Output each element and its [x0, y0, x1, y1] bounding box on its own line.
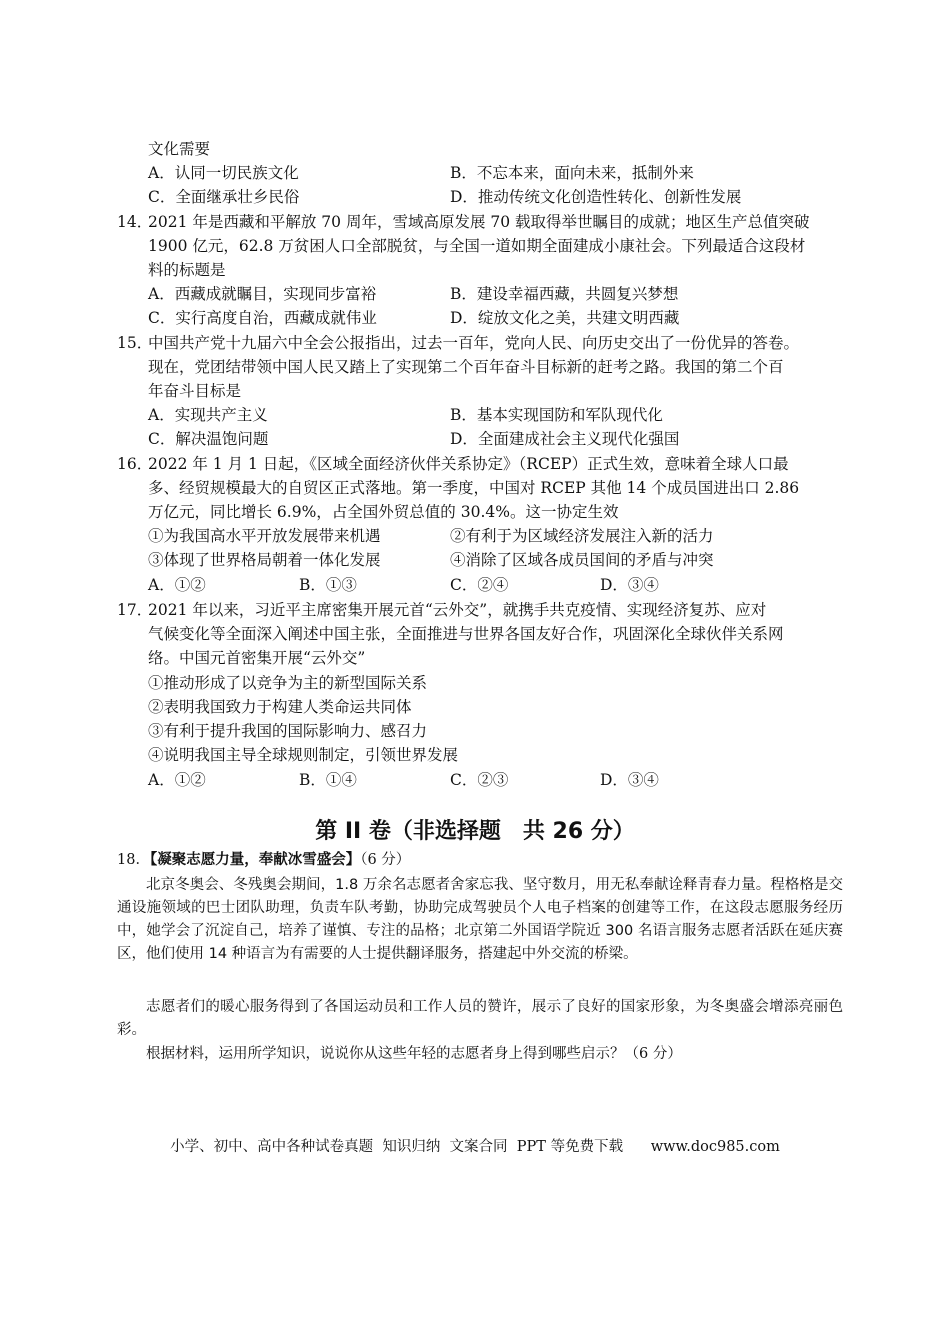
q13-option-b: B．不忘本来，面向未来，抵制外来 [450, 164, 694, 182]
q13-option-c: C．全面继承壮乡民俗 [148, 188, 300, 206]
q16-stem-line: 万亿元，同比增长 6.9%，占全国外贸总值的 30.4%。这一协定生效 [148, 503, 619, 521]
q17-item-3: ③有利于提升我国的国际影响力、感召力 [148, 722, 428, 740]
q15-option-b: B．基本实现国防和军队现代化 [450, 406, 663, 424]
q15-option-a: A．实现共产主义 [148, 406, 268, 424]
q17-item-1: ①推动形成了以竞争为主的新型国际关系 [148, 674, 428, 692]
q13-stem-tail: 文化需要 [148, 140, 211, 158]
q14-number: 14． [117, 213, 153, 231]
q16-item-4: ④消除了区域各成员国间的矛盾与冲突 [450, 551, 714, 569]
q18-material-paragraph: 志愿者们的暖心服务得到了各国运动员和工作人员的赞许，展示了良好的国家形象，为冬奥盛会增添亮丽色彩。 [117, 999, 843, 1038]
q15-option-d: D．全面建成社会主义现代化强国 [450, 430, 680, 448]
q13-option-d: D．推动传统文化创造性转化、创新性发展 [450, 188, 742, 206]
q16-stem-line: 多、经贸规模最大的自贸区正式落地。第一季度，中国对 RCEP 其他 14 个成员国进出口 2.86 [148, 479, 800, 497]
q17-item-4: ④说明我国主导全球规则制定，引领世界发展 [148, 746, 459, 764]
q18-score: （6 分） [360, 852, 411, 868]
q16-item-1: ①为我国高水平开放发展带来机遇 [148, 527, 381, 545]
q16-stem-line: 2022 年 1 月 1 日起，《区域全面经济伙伴关系协定》（RCEP）正式生效，意味着全球人口最 [148, 455, 789, 473]
q14-option-d: D．绽放文化之美，共建文明西藏 [450, 309, 680, 327]
q16-number: 16． [117, 455, 153, 473]
q18-material-paragraph: 北京冬奥会、冬残奥会期间，1.8 万余名志愿者舍家忘我、坚守数月，用无私奉献诠释青春力量。程格格是交通设施领域的巴士团队助理，负责车队考勤，协助完成驾驶员个人电子档案的创建等工作，在这段志愿服务经历中，她学会了沉淀自己，培养了谨慎、专注的品格；北京第二外国语学院近 300 名语言服务志愿者活跃在延庆赛区，他们使用 14 种语言为有需要的人士提供翻译服务，搭建起中外交流的桥梁。 [117, 877, 843, 962]
q18-title-line [117, 851, 410, 870]
q14-stem-line: 1900 亿元，62.8 万贫困人口全部脱贫，与全国一道如期全面建成小康社会。下列最适合这段材 [148, 237, 806, 255]
q17-stem-line: 络。中国元首密集开展“云外交” [148, 649, 366, 667]
q14-stem-line: 料的标题是 [148, 261, 226, 279]
q16-option-b: B．①③ [299, 576, 357, 594]
q16-item-2: ②有利于为区域经济发展注入新的活力 [450, 527, 714, 545]
q15-stem-line: 中国共产党十九届六中全会公报指出，过去一百年，党向人民、向历史交出了一份优异的答卷。 [148, 334, 800, 352]
q14-option-b: B．建设幸福西藏，共圆复兴梦想 [450, 285, 679, 303]
q17-option-d: D．③④ [600, 771, 659, 789]
q15-stem-line: 现在，党团结带领中国人民又踏上了实现第二个百年奋斗目标新的赶考之路。我国的第二个百 [148, 358, 784, 376]
q18-title: 【凝聚志愿力量，奉献冰雪盛会】 [149, 852, 361, 868]
page-footer: 小学、初中、高中各种试卷真题 知识归纳 文案合同 PPT 等免费下载 www.doc985.com [170, 1139, 780, 1155]
q17-stem-line: 气候变化等全面深入阐述中国主张，全面推进与世界各国友好合作，巩固深化全球伙伴关系网 [148, 625, 784, 643]
q16-option-d: D．③④ [600, 576, 659, 594]
q16-option-a: A．①② [148, 576, 206, 594]
q13-option-a: A．认同一切民族文化 [148, 164, 299, 182]
q17-number: 17． [117, 601, 153, 619]
q17-item-2: ②表明我国致力于构建人类命运共同体 [148, 698, 412, 716]
q17-stem-line: 2021 年以来，习近平主席密集开展元首“云外交”，就携手共克疫情、实现经济复苏、应对 [148, 601, 767, 619]
q16-item-3: ③体现了世界格局朝着一体化发展 [148, 551, 381, 569]
q17-option-c: C．②③ [450, 771, 509, 789]
q15-option-c: C．解决温饱问题 [148, 430, 269, 448]
q14-option-a: A．西藏成就瞩目，实现同步富裕 [148, 285, 377, 303]
q15-number: 15． [117, 334, 153, 352]
q17-option-a: A．①② [148, 771, 206, 789]
q15-stem-line: 年奋斗目标是 [148, 382, 242, 400]
q17-option-b: B．①④ [299, 771, 357, 789]
section-heading: 第 II 卷（非选择题 共 26 分） [315, 819, 635, 844]
q14-option-c: C．实行高度自治，西藏成就伟业 [148, 309, 377, 327]
q16-option-c: C．②④ [450, 576, 509, 594]
q14-stem-line: 2021 年是西藏和平解放 70 周年，雪域高原发展 70 载取得举世瞩目的成就；地区生产总值突破 [148, 213, 810, 231]
q18-number: 18． [117, 852, 150, 868]
q18-question: 根据材料，运用所学知识，说说你从这些年轻的志愿者身上得到哪些启示？（6 分） [146, 1046, 682, 1062]
